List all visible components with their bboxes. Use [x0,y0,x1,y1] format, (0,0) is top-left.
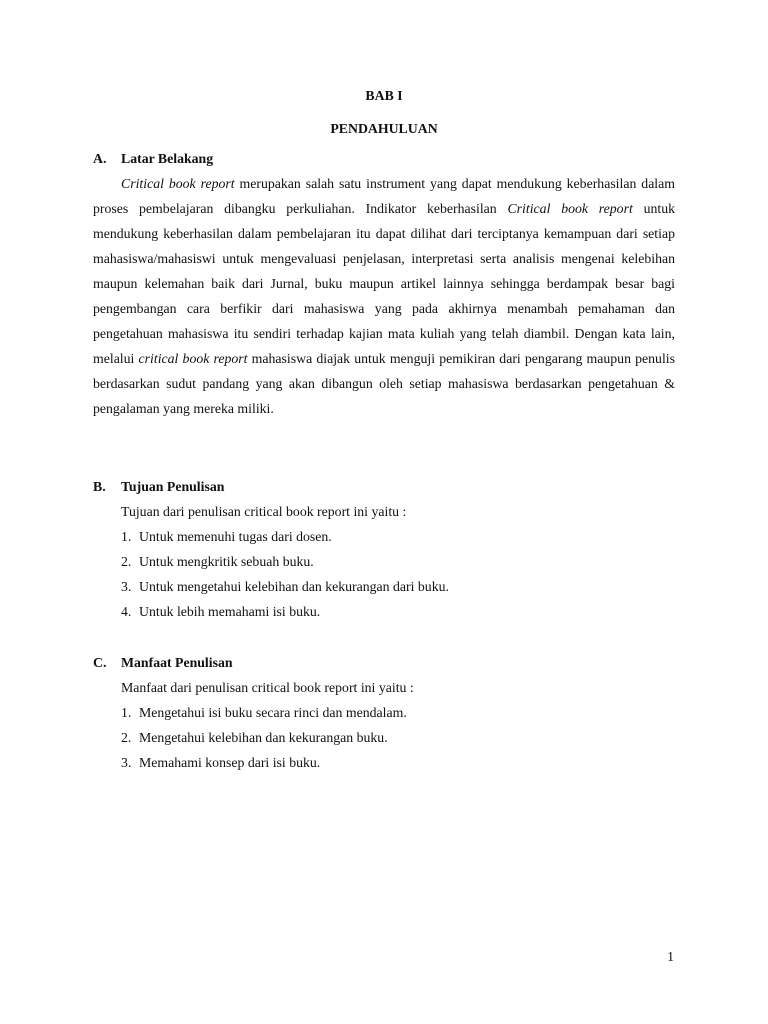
list-item [93,574,675,599]
list-item-text: Untuk memenuhi tugas dari dosen. [139,529,332,544]
list-item-number: 3. [121,579,132,594]
list-item [93,700,675,725]
list-item [93,725,675,750]
section-tujuan-penulisan [93,474,675,624]
list-item [93,549,675,574]
section-title: Tujuan Penulisan [121,479,225,494]
numbered-list [93,700,675,775]
list-item-text: Untuk lebih memahami isi buku. [139,604,321,619]
list-item-text: Untuk mengkritik sebuah buku. [139,554,314,569]
list-item-number: 1. [121,529,132,544]
list-item-number: 2. [121,554,132,569]
section-marker: B. [93,479,106,494]
section-marker: C. [93,655,107,670]
section-title: Manfaat Penulisan [121,655,233,670]
list-item-number: 2. [121,730,132,745]
section-intro: Tujuan dari penulisan critical book report ini yaitu : [121,504,407,519]
paragraph-text: mahasiswa diajak untuk menguji pemikiran dari pengarang maupun penulis berdasarkan sudut pandang yang akan dibangun oleh setiap mahasiswa berdasarkan pengetahuan & pengalaman yang mereka miliki. [93,351,675,416]
numbered-list [93,524,675,624]
section-heading [93,474,675,499]
italic-term: Critical book report [121,176,235,191]
section-heading [93,146,675,171]
section-heading [93,650,675,675]
list-item-number: 4. [121,604,132,619]
list-item-number: 3. [121,755,132,770]
italic-term: Critical book report [507,201,633,216]
body-paragraph [93,171,675,421]
paragraph-text: merupakan salah satu instrument yang dapat mendukung keberhasilan dalam proses pembelajaran dibangku perkuliahan. Indikator keberhasilan [93,176,676,216]
list-item-number: 1. [121,705,132,720]
chapter-number: BAB I [365,88,403,103]
list-item-text: Mengetahui kelebihan dan kekurangan buku. [139,730,388,745]
page-number: 1 [667,949,674,964]
list-item [93,599,675,624]
list-item [93,750,675,775]
chapter-title: PENDAHULUAN [330,121,438,136]
italic-term: critical book report [138,351,248,366]
list-item-text: Mengetahui isi buku secara rinci dan mendalam. [139,705,407,720]
list-item-text: Untuk mengetahui kelebihan dan kekurangan dari buku. [139,579,449,594]
paragraph-text: untuk mendukung keberhasilan dalam pembelajaran itu dapat dilihat dari terciptanya kemampuan dari setiap mahasiswa/mahasiswi untuk mengevaluasi penjelasan, interpretasi serta analisis mengenai kelebihan maupun kelemahan baik dari Jurnal, buku maupun artikel lainnya sehingga berdampak besar bagi pengembangan cara berfikir dari mahasiswa yang pada akhirnya menambah pemahaman dan pengetahuan mahasiswa itu sendiri terhadap kajian mata kuliah yang telah diambil. Dengan kata lain, melalui [93,201,675,366]
list-item [93,524,675,549]
section-intro: Manfaat dari penulisan critical book report ini yaitu : [121,680,414,695]
list-item-text: Memahami konsep dari isi buku. [139,755,321,770]
section-manfaat-penulisan [93,650,675,775]
section-marker: A. [93,151,107,166]
section-latar-belakang [93,146,675,421]
section-title: Latar Belakang [121,151,214,166]
